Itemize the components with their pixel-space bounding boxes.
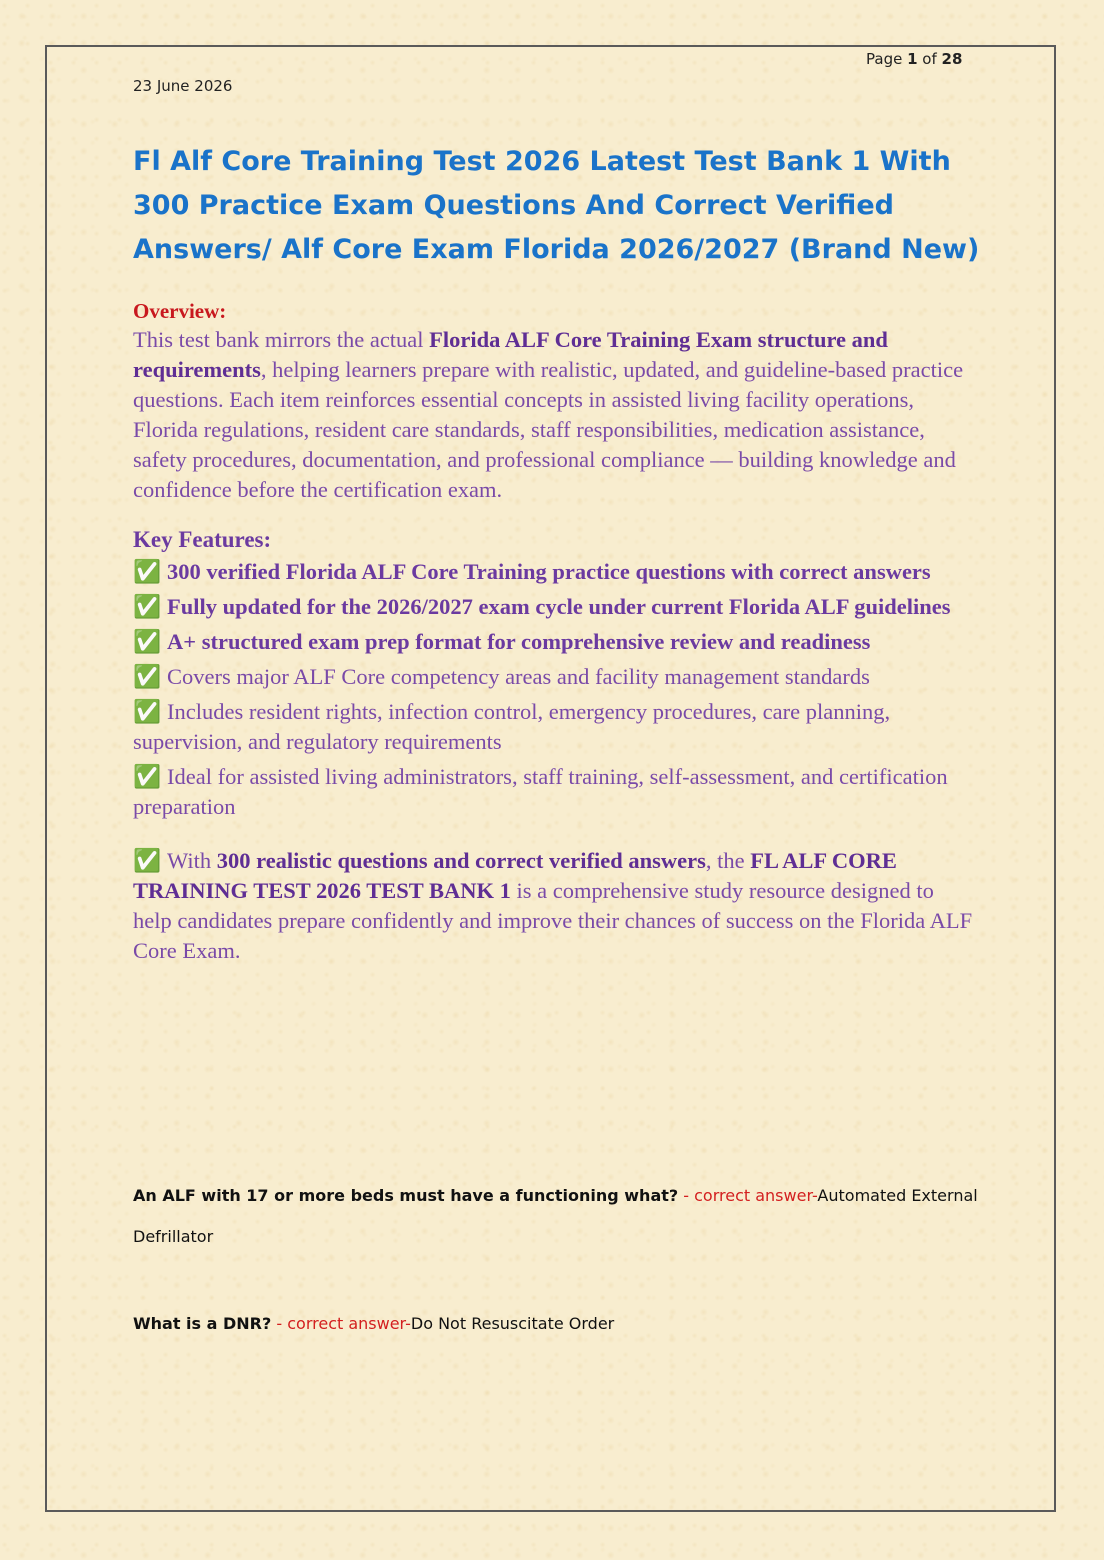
overview-emphasis: Florida ALF Core Training Exam structure and requirements (133, 327, 888, 382)
page-prefix: Page (866, 50, 908, 68)
main-content (133, 297, 973, 989)
overview-text-part: This test bank mirrors the actual (133, 327, 430, 352)
feature-item (133, 592, 973, 622)
question-text: An ALF with 17 or more beds must have a functioning what? (133, 1186, 679, 1205)
checkmark-icon: ✅ (133, 848, 162, 873)
page-total: 28 (941, 50, 963, 68)
correct-answer-label: correct answer (287, 1314, 406, 1333)
summary-emphasis: FL ALF CORE TRAINING TEST 2026 TEST BANK 1 (133, 848, 897, 903)
feature-text: Includes resident rights, infection control, emergency procedures, care planning, supervision, and regulatory requirements (133, 699, 891, 754)
qa-dash: - (405, 1314, 411, 1333)
feature-item (133, 627, 973, 657)
feature-item (133, 697, 973, 757)
feature-text: Fully updated for the 2026/2027 exam cycle under current Florida ALF guidelines (167, 594, 951, 619)
question-text: What is a DNR? (133, 1314, 272, 1333)
checkmark-icon: ✅ (133, 664, 162, 689)
feature-item (133, 662, 973, 692)
overview-text (133, 325, 973, 505)
summary-text-part: is a comprehensive study resource designed to help candidates prepare confidently and improve their chances of success on the Florida ALF Core Exam. (133, 878, 973, 963)
qa-separator: - (678, 1186, 695, 1205)
page-current: 1 (907, 50, 918, 68)
page-of: of (917, 50, 942, 68)
overview-heading: Overview: (133, 299, 227, 323)
qa-separator: - (271, 1314, 288, 1333)
qa-item (133, 1175, 993, 1257)
qa-item (133, 1303, 993, 1344)
feature-text: 300 verified Florida ALF Core Training practice questions with correct answers (167, 559, 931, 584)
correct-answer-label: correct answer (694, 1186, 812, 1205)
summary-text-part: , the (705, 848, 751, 873)
document-date: 23 June 2026 (133, 77, 233, 95)
feature-text: A+ structured exam prep format for comprehensive review and readiness (167, 629, 871, 654)
checkmark-icon: ✅ (133, 764, 162, 789)
checkmark-icon: ✅ (133, 699, 162, 724)
overview-text-part: , helping learners prepare with realistic, updated, and guideline-based practice questions. Each item reinforces essential concepts in assisted living facility operations, Florida regulations, resident care standards, staff responsibilities, medication assistance, safety procedures, documentation, and professional compliance — building knowledge and confidence before the certification exam. (133, 357, 964, 502)
features-heading: Key Features: (133, 527, 272, 552)
feature-text: Ideal for assisted living administrators, staff training, self-assessment, and certification preparation (133, 764, 948, 819)
checkmark-icon: ✅ (133, 629, 162, 654)
page-number (866, 50, 962, 68)
feature-text: Covers major ALF Core competency areas and facility management standards (167, 664, 870, 689)
answer-text: Automated External Defrillator (133, 1186, 978, 1246)
summary-paragraph (133, 846, 973, 966)
feature-item (133, 557, 973, 587)
answer-text: Do Not Resuscitate Order (410, 1314, 615, 1333)
checkmark-icon: ✅ (133, 559, 162, 584)
feature-item (133, 762, 973, 822)
qa-dash: - (812, 1186, 818, 1205)
checkmark-icon: ✅ (133, 594, 162, 619)
summary-emphasis: 300 realistic questions and correct verified answers (216, 848, 706, 873)
summary-text-part: With (167, 848, 217, 873)
document-title: Fl Alf Core Training Test 2026 Latest Test Bank 1 With 300 Practice Exam Questions And Correct Verified Answers/ Alf Core Exam Florida 2026/2027 (Brand New) (133, 146, 980, 265)
